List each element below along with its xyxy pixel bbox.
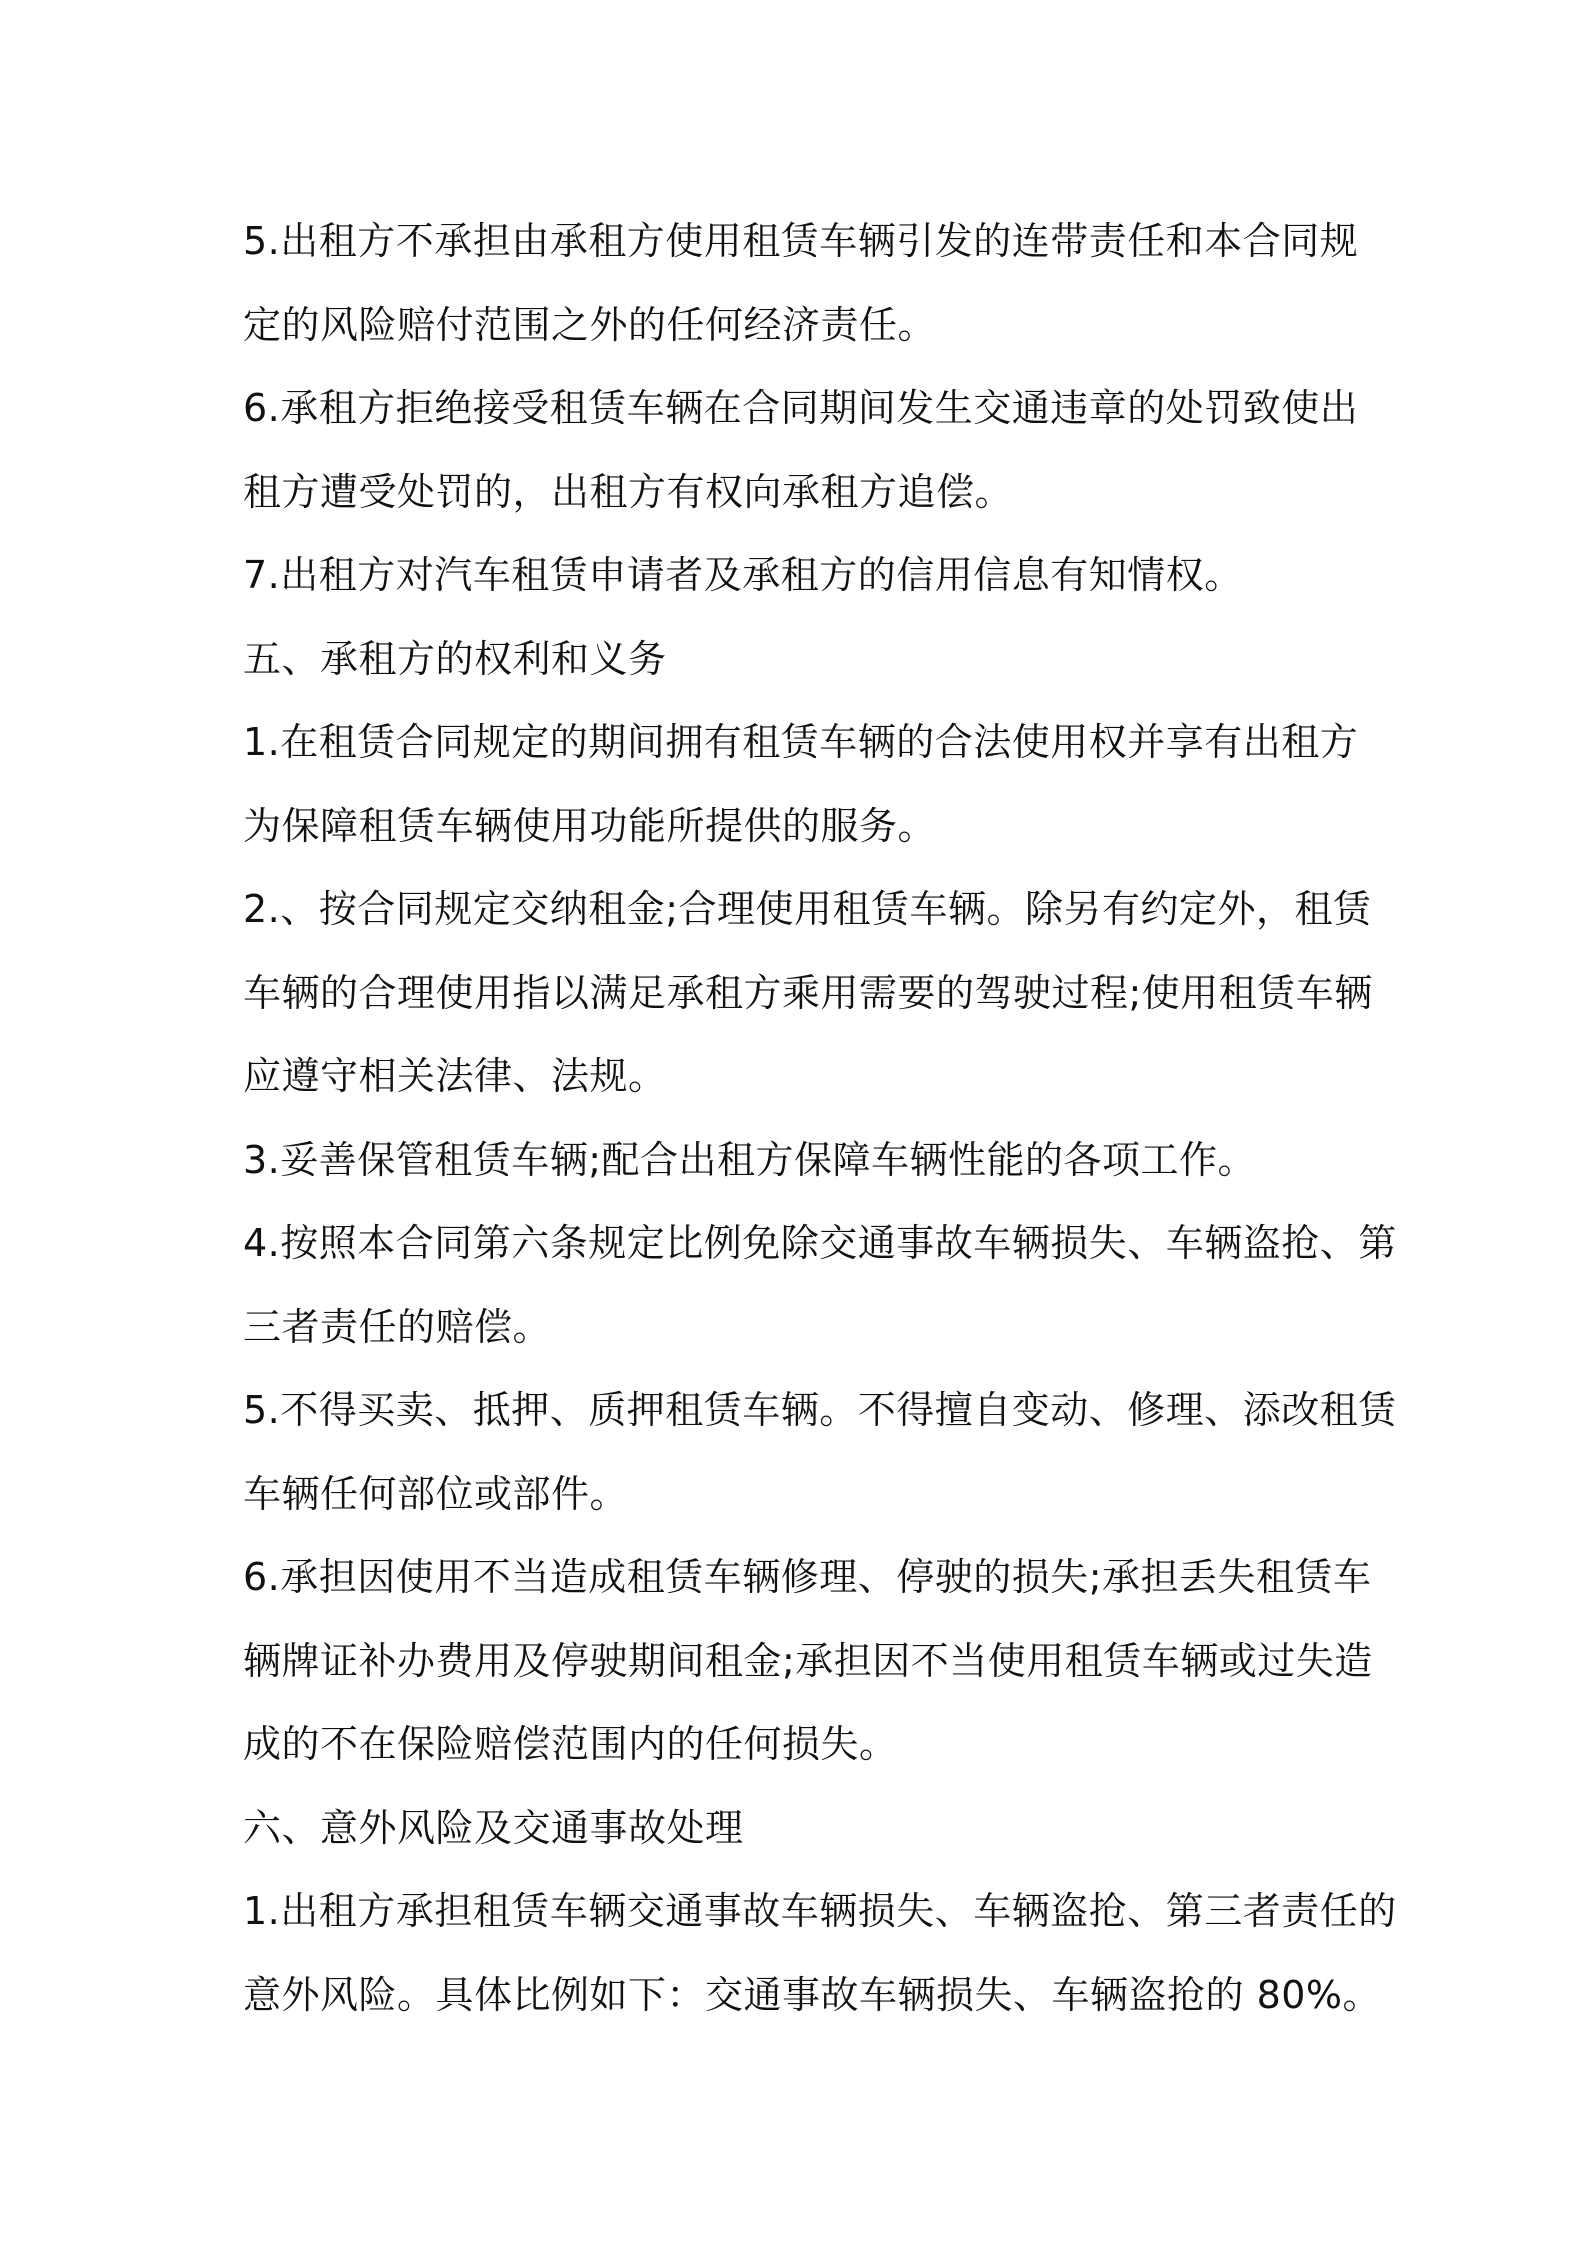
text-line: 2.、按合同规定交纳租金;合理使用租赁车辆。除另有约定外，租赁 xyxy=(243,887,1372,931)
text-line: 租方遭受处罚的，出租方有权向承租方追偿。 xyxy=(243,469,1014,514)
text-line: 定的风险赔付范围之外的任何经济责任。 xyxy=(243,302,937,347)
text-line: 5.出租方不承担由承租方使用租赁车辆引发的连带责任和本合同规 xyxy=(243,219,1359,263)
text-line: 4.按照本合同第六条规定比例免除交通事故车辆损失、车辆盗抢、第 xyxy=(243,1221,1397,1265)
text-line: 应遵守相关法律、法规。 xyxy=(243,1054,667,1098)
text-line: 车辆任何部位或部件。 xyxy=(243,1471,629,1516)
section-heading: 五、承租方的权利和义务 xyxy=(243,636,667,681)
text-line: 成的不在保险赔偿范围内的任何损失。 xyxy=(243,1722,898,1766)
text-line: 车辆的合理使用指以满足承租方乘用需要的驾驶过程;使用租赁车辆 xyxy=(243,970,1373,1015)
text-line: 7.出租方对汽车租赁申请者及承租方的信用信息有知情权。 xyxy=(243,553,1243,597)
section-heading: 六、意外风险及交通事故处理 xyxy=(243,1805,744,1850)
text-line: 5.不得买卖、抵押、质押租赁车辆。不得擅自变动、修理、添改租赁 xyxy=(243,1388,1397,1432)
text-line: 辆牌证补办费用及停驶期间租金;承担因不当使用租赁车辆或过失造 xyxy=(243,1638,1373,1683)
document-body xyxy=(243,200,1397,2037)
text-line: 1.在租赁合同规定的期间拥有租赁车辆的合法使用权并享有出租方 xyxy=(243,720,1359,764)
text-line: 为保障租赁车辆使用功能所提供的服务。 xyxy=(243,803,937,848)
text-line: 三者责任的赔偿。 xyxy=(243,1304,552,1349)
text-line: 3.妥善保管租赁车辆;配合出租方保障车辆性能的各项工作。 xyxy=(243,1137,1257,1182)
text-line: 意外风险。具体比例如下：交通事故车辆损失、车辆盗抢的 80%。 xyxy=(243,1972,1382,2017)
text-line: 6.承担因使用不当造成租赁车辆修理、停驶的损失;承担丢失租赁车 xyxy=(243,1555,1372,1599)
text-line: 1.出租方承担租赁车辆交通事故车辆损失、车辆盗抢、第三者责任的 xyxy=(243,1889,1397,1933)
text-line: 6.承租方拒绝接受租赁车辆在合同期间发生交通违章的处罚致使出 xyxy=(243,386,1359,430)
